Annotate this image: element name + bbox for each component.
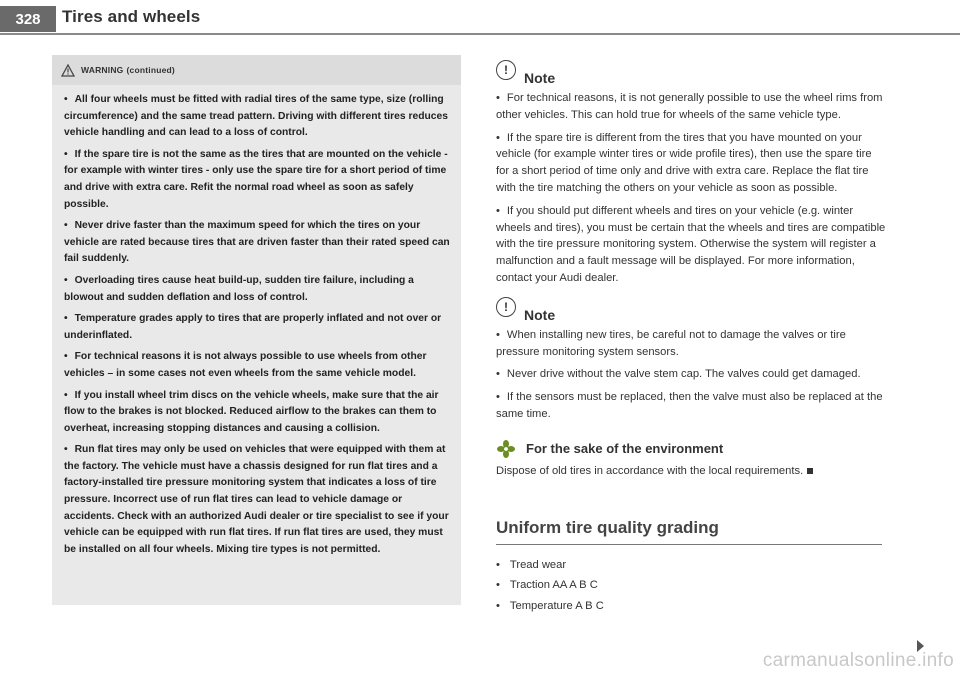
warning-continued: (continued)	[126, 65, 175, 75]
warning-list	[52, 85, 461, 558]
note-item: • If you should put different wheels and tires on your vehicle (e.g. winter wheels and tires), you must be certain that the wheels and tires are compatible with the tire pressure monitoring system. Otherwise the system will register a malfunction and a fault message will be displayed. For more information, contact your Audi dealer.	[496, 204, 886, 284]
warning-item: • Run flat tires may only be used on vehicles that were equipped with them at the factory. The vehicle must have a chassis designed for run flat tires and a factory-installed tire pressure monitoring system that indicates a loss of tire pressure. Incorrect use of run flat tires can lead to vehicle damage or accidents. Check with an authorized Audi dealer or tire specialist to see if your vehicle can be equipped with run flat tires. If run flat tires are used, they must be installed on all four wheels. Mixing tire types is not permitted.	[64, 444, 449, 555]
note-item: • For technical reasons, it is not generally possible to use the wheel rims from other vehicles. This can hold true for wheels of the same vehicle type.	[496, 92, 883, 121]
section-title: Uniform tire quality grading	[496, 518, 882, 545]
note-item: • If the sensors must be replaced, then the valve must also be replaced at the same time.	[496, 391, 883, 420]
note-header	[496, 60, 886, 86]
end-of-section-mark	[807, 468, 813, 474]
header-divider	[0, 33, 960, 35]
grading-item: • Temperature A B C	[496, 599, 604, 612]
grading-list	[496, 557, 886, 615]
note-label: Note	[524, 70, 556, 86]
warning-triangle-icon	[61, 64, 75, 77]
watermark: carmanualsonline.info	[762, 650, 954, 671]
warning-label: WARNING	[81, 65, 124, 75]
environment-text: Dispose of old tires in accordance with the local requirements.	[496, 463, 886, 480]
exclamation-circle-icon: !	[496, 60, 516, 80]
note-item: • Never drive without the valve stem cap. The valves could get damaged.	[496, 368, 861, 381]
note-item: • If the spare tire is different from the tires that you have mounted on your vehicle (for example winter tires or wide profile tires), then use the spare tire for a short period of time only and drive with extra care. Replace the flat tire with the tire matching the others on your vehicle as soon as possible.	[496, 131, 872, 194]
note-list	[496, 90, 886, 287]
warning-item: • Temperature grades apply to tires that are properly inflated and not over or underinflated.	[64, 313, 442, 341]
note-header	[496, 297, 886, 323]
warning-item: • If the spare tire is not the same as the tires that are mounted on the vehicle - for example with winter tires - only use the spare tire for a short period of time and drive with extra care. Refit the normal road wheel as soon as safely possible.	[64, 148, 448, 210]
note-list	[496, 327, 886, 423]
grading-item: • Tread wear	[496, 558, 567, 571]
environment-header	[496, 437, 886, 461]
grading-item: • Traction AA A B C	[496, 579, 598, 592]
exclamation-circle-icon: !	[496, 297, 516, 317]
warning-item: • If you install wheel trim discs on the vehicle wheels, make sure that the air flow to the brakes is not blocked. Reduced airflow to the brakes can them to overheat, increasing stopping distances and causing a collision.	[64, 389, 439, 434]
page-header-title: Tires and wheels	[62, 7, 201, 26]
note-label: Note	[524, 306, 556, 323]
warning-item: • Overloading tires cause heat build-up, sudden tire failure, including a blowout and sudden deflation and loss of control.	[64, 274, 414, 303]
flower-icon	[496, 439, 516, 459]
warning-item: • Never drive faster than the maximum speed for which the tires on your vehicle are rated because tires that are driven faster than their rated speed can fail suddenly.	[64, 220, 450, 265]
page-number: 328	[0, 6, 56, 32]
warning-item: • All four wheels must be fitted with radial tires of the same type, size (rolling circumference) and the same tread pattern. Driving with different tires reduces vehicle handling and can lead to a loss of control.	[64, 94, 448, 139]
warning-item: • For technical reasons it is not always possible to use wheels from other vehicles – in some cases not even wheels from the same vehicle model.	[64, 351, 427, 379]
warning-header	[52, 55, 461, 85]
note-item: • When installing new tires, be careful not to damage the valves or tire pressure monitoring system sensors.	[496, 328, 846, 358]
environment-title: For the sake of the environment	[526, 441, 724, 457]
warning-box	[52, 55, 461, 605]
right-column	[496, 60, 886, 618]
